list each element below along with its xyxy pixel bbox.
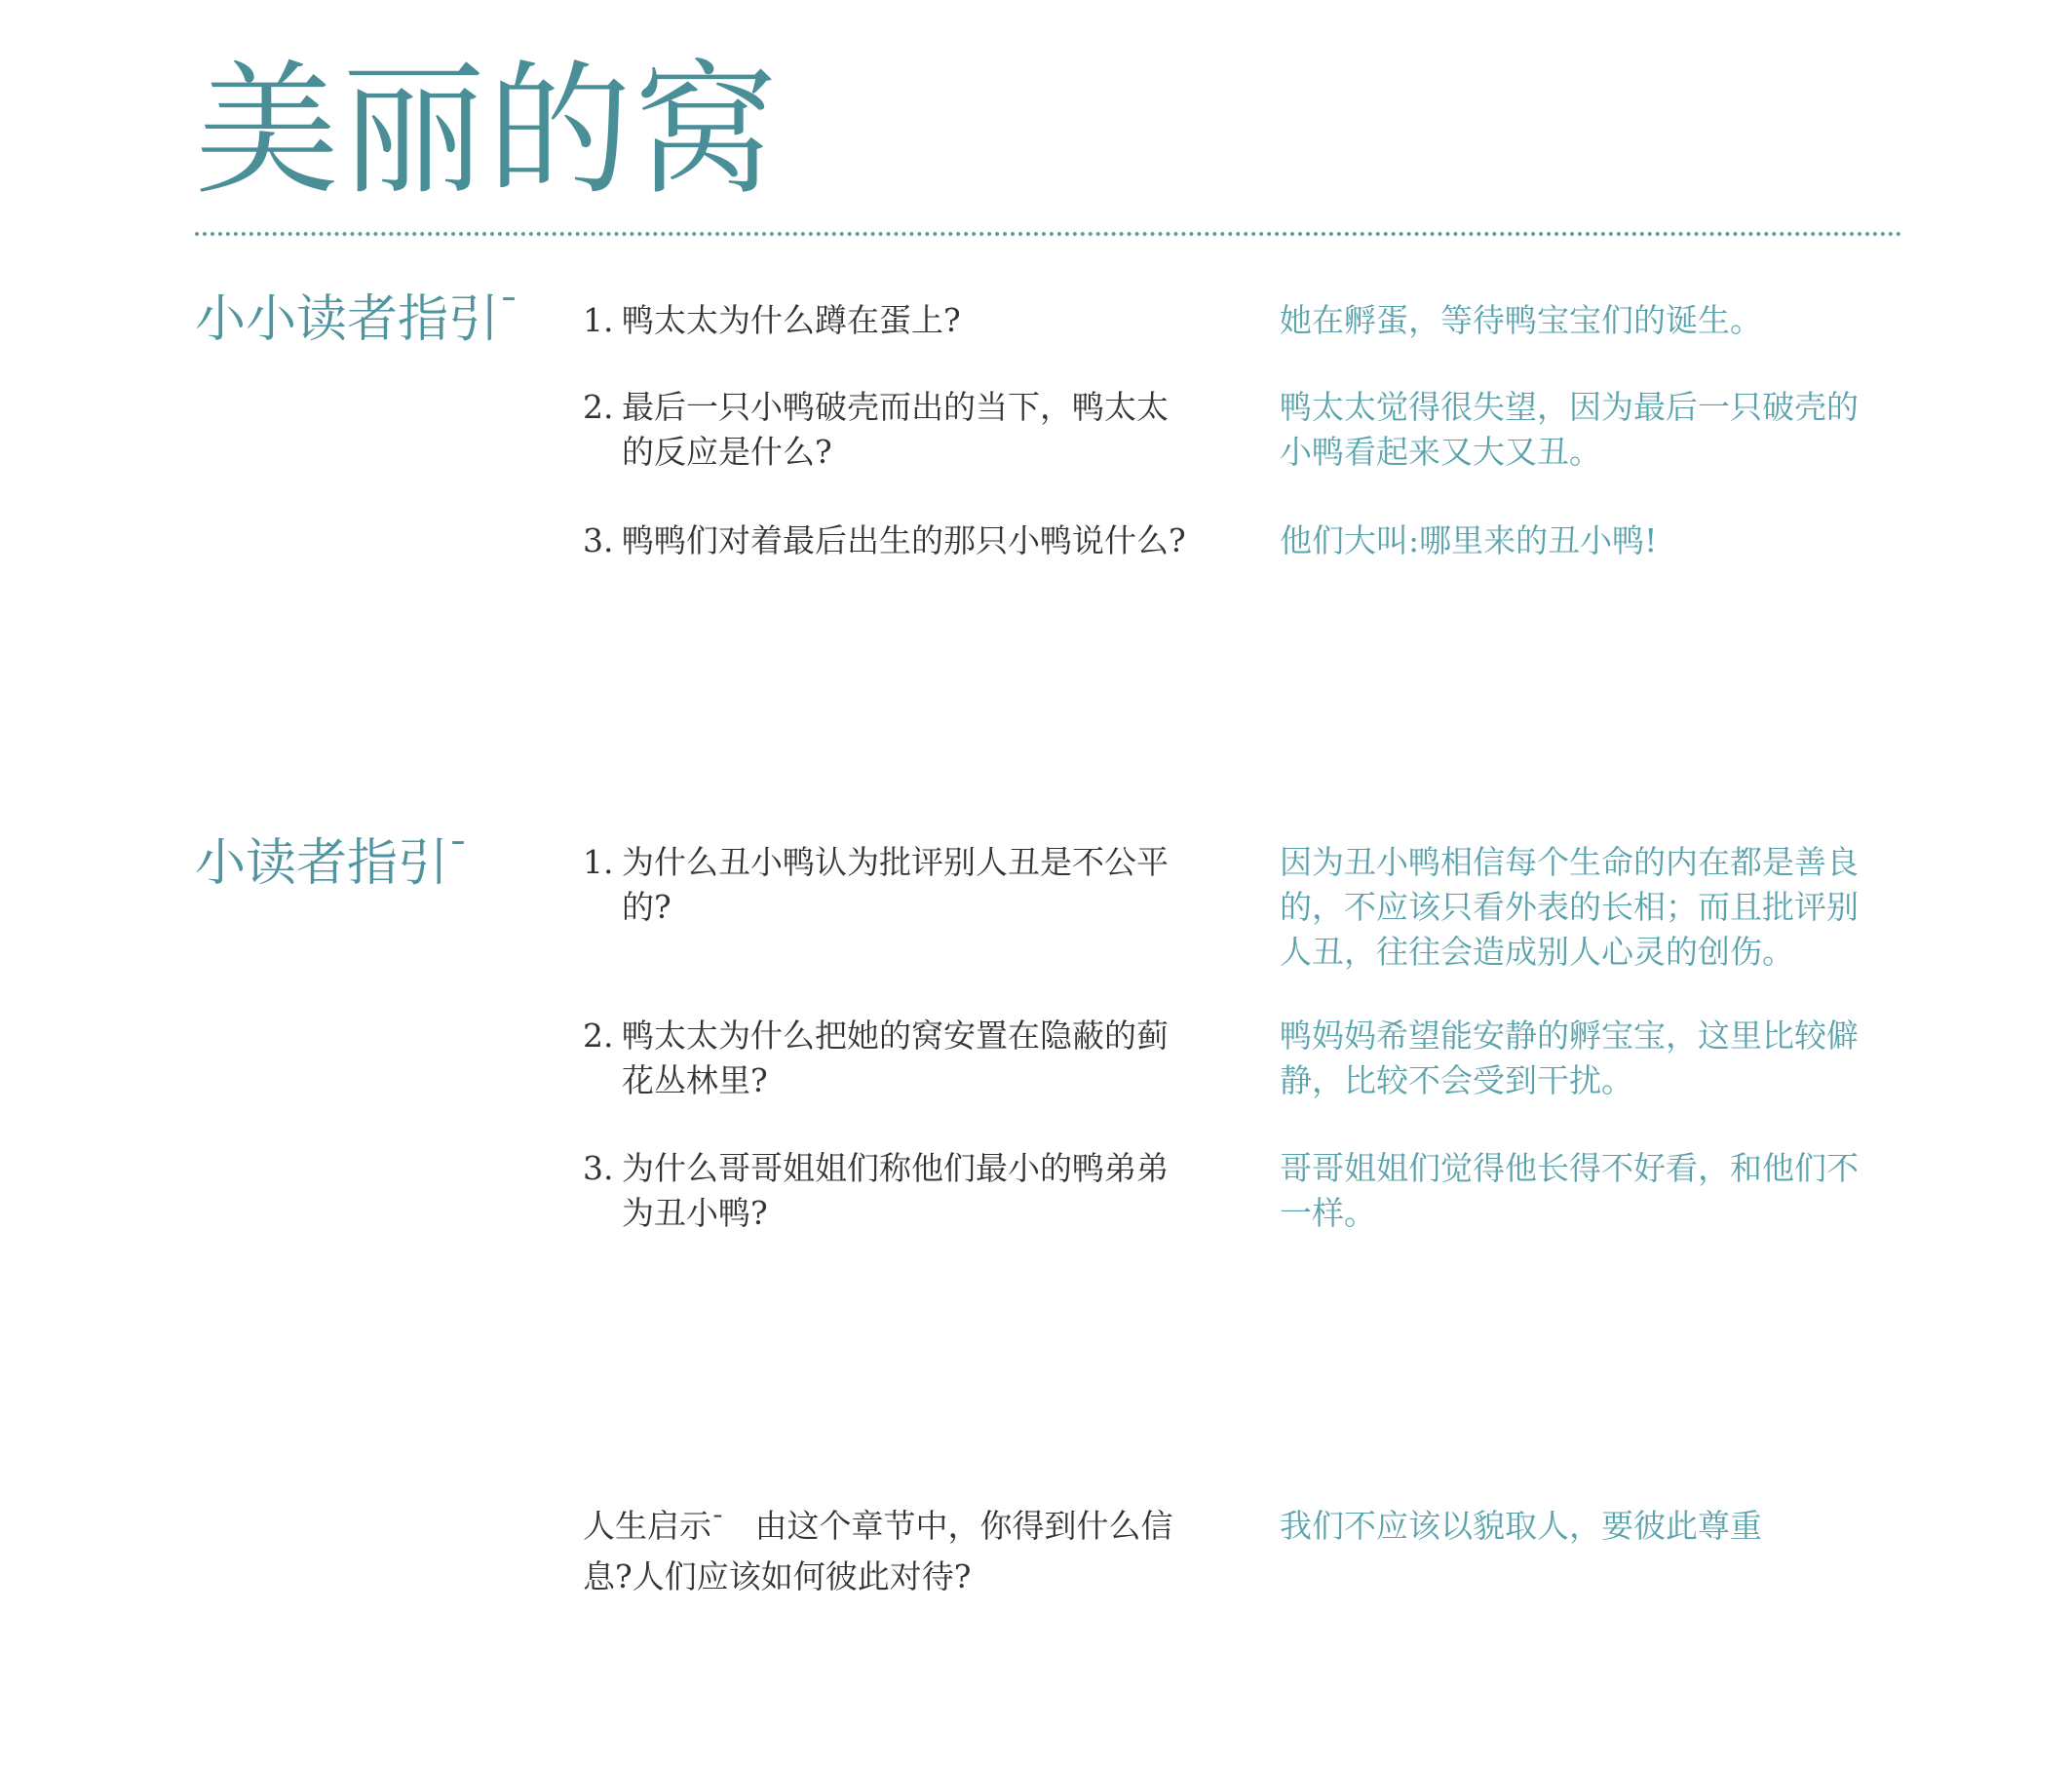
- question-text: 最后一只小鸭破壳而出的当下，鸭太太的反应是什么?: [622, 388, 1169, 471]
- question-number: 1.: [583, 301, 614, 339]
- question-text: 鸭鸭们对着最后出生的那只小鸭说什么?: [622, 521, 1186, 559]
- question-text: 为什么哥哥姐姐们称他们最小的鸭弟弟为丑小鸭?: [622, 1149, 1169, 1232]
- life-insight-question-text: 由这个章节中，你得到什么信息?人们应该如何彼此对待?: [583, 1507, 1173, 1595]
- question-number: 3.: [583, 1149, 614, 1187]
- insight-mark: ¯: [711, 1512, 724, 1541]
- question-1-1: [583, 298, 1187, 343]
- question-2-3: [583, 1146, 1187, 1236]
- question-text: 鸭太太为什么蹲在蛋上?: [622, 301, 961, 339]
- question-1-2: [583, 385, 1187, 475]
- question-number: 2.: [583, 388, 614, 426]
- question-text: 为什么丑小鸭认为批评别人丑是不公平的?: [622, 843, 1169, 926]
- question-number: 1.: [583, 843, 614, 881]
- section-heading-readers-guide: [195, 836, 468, 892]
- life-insight-answer: 我们不应该以貌取人，要彼此尊重: [1280, 1507, 1762, 1545]
- answer-2-2: 鸭妈妈希望能安静的孵宝宝，这里比较僻静，比较不会受到干扰。: [1280, 1017, 1859, 1099]
- answer-1-2: 鸭太太觉得很失望，因为最后一只破壳的小鸭看起来又大又丑。: [1280, 388, 1859, 471]
- question-1-3: [583, 518, 1187, 563]
- title-divider: [195, 232, 1902, 236]
- answer-2-1: 因为丑小鸭相信每个生命的内在都是善良的，不应该只看外表的长相；而且批评别人丑，往往会造成别人心灵的创伤。: [1280, 843, 1859, 971]
- heading-mark: ¯: [499, 291, 519, 336]
- heading-mark: ¯: [448, 835, 469, 880]
- section-heading-label: 小小读者指引: [195, 290, 500, 349]
- answer-1-3: 他们大叫:哪里来的丑小鸭!: [1280, 521, 1658, 559]
- question-number: 3.: [583, 521, 614, 559]
- question-2-2: [583, 1014, 1187, 1103]
- page-title: 美丽的窝: [195, 47, 780, 214]
- section-heading-young-readers-guide: [195, 292, 518, 348]
- life-insight-question: [583, 1501, 1216, 1602]
- question-text: 鸭太太为什么把她的窝安置在隐蔽的蓟花丛林里?: [622, 1017, 1169, 1099]
- question-number: 2.: [583, 1017, 614, 1055]
- question-2-1: [583, 840, 1187, 930]
- answer-1-1: 她在孵蛋，等待鸭宝宝们的诞生。: [1280, 301, 1762, 339]
- life-insight-label: 人生启示: [583, 1507, 711, 1545]
- section-heading-label: 小读者指引: [195, 834, 449, 893]
- answer-2-3: 哥哥姐姐们觉得他长得不好看，和他们不一样。: [1280, 1149, 1859, 1232]
